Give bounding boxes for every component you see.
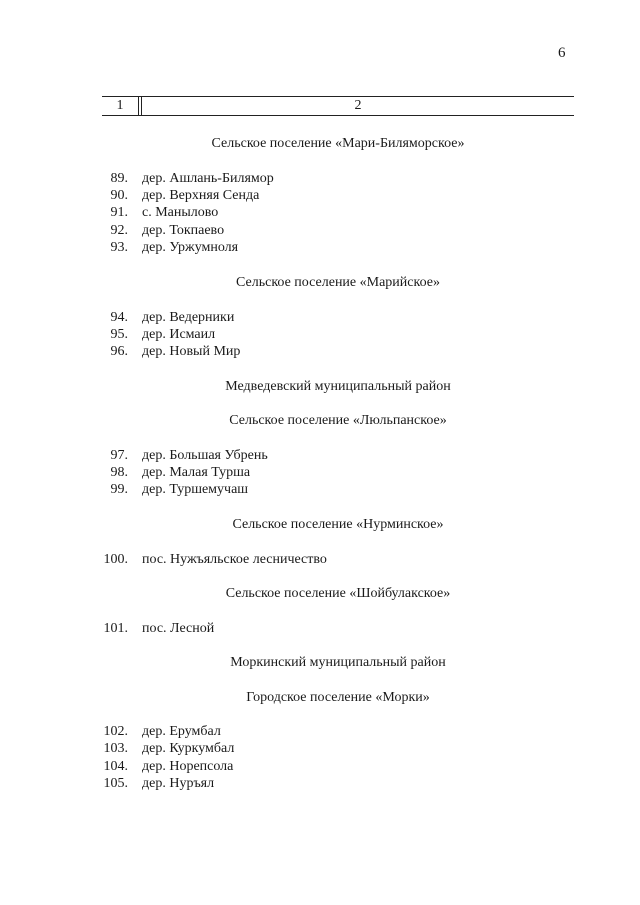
list-item-number: 104. (103, 759, 128, 774)
list-item-text: с. Манылово (142, 205, 219, 220)
list-item-text: дер. Новый Мир (142, 344, 241, 359)
list-item-text: дер. Норепсола (142, 759, 234, 774)
column-1-label: 1 (102, 97, 139, 115)
list-item-text: дер. Куркумбал (142, 741, 235, 756)
list-item-text: дер. Малая Турша (142, 465, 251, 480)
section-heading: Сельское поселение «Марийское» (236, 275, 440, 290)
list-item-number: 89. (110, 171, 128, 186)
list-item-text: дер. Исмаил (142, 327, 216, 342)
district-heading: Медведевский муниципальный район (225, 379, 451, 394)
list-item-number: 99. (110, 482, 128, 497)
list-item-number: 91. (110, 205, 128, 220)
list-item-text: дер. Верхняя Сенда (142, 188, 260, 203)
list-item-number: 97. (110, 448, 128, 463)
list-item-number: 94. (110, 310, 128, 325)
list-item-number: 103. (103, 741, 128, 756)
list-item-text: дер. Нуръял (142, 776, 215, 791)
list-item-number: 90. (110, 188, 128, 203)
column-2-label: 2 (354, 98, 362, 113)
section-heading: Сельское поселение «Люльпанское» (229, 413, 447, 428)
list-item-number: 98. (110, 465, 128, 480)
list-item-text: дер. Туршемучаш (142, 482, 249, 497)
list-item-text: дер. Ерумбал (142, 724, 221, 739)
list-item-text: дер. Ашлань-Билямор (142, 171, 274, 186)
list-item-text: дер. Токпаево (142, 223, 225, 238)
section-heading: Сельское поселение «Мари-Биляморское» (211, 136, 465, 151)
list-item-text: дер. Большая Убрень (142, 448, 268, 463)
list-item-text: дер. Ведерники (142, 310, 235, 325)
list-item-number: 92. (110, 223, 128, 238)
section-heading: Сельское поселение «Шойбулакское» (225, 586, 451, 601)
list-item-number: 95. (110, 327, 128, 342)
list-item-number: 101. (103, 621, 128, 636)
section-heading: Городское поселение «Морки» (246, 690, 430, 705)
section-heading: Сельское поселение «Нурминское» (232, 517, 444, 532)
list-item-number: 102. (103, 724, 128, 739)
list-item-text: дер. Уржумноля (142, 240, 239, 255)
table-column-header (102, 96, 574, 116)
list-item-number: 93. (110, 240, 128, 255)
district-heading: Моркинский муниципальный район (230, 655, 446, 670)
list-item-text: пос. Лесной (142, 621, 215, 636)
list-item-text: пос. Нужъяльское лесничество (142, 552, 327, 567)
list-item-number: 105. (103, 776, 128, 791)
list-item-number: 96. (110, 344, 128, 359)
list-item-number: 100. (103, 552, 128, 567)
page-number: 6 (558, 45, 566, 61)
